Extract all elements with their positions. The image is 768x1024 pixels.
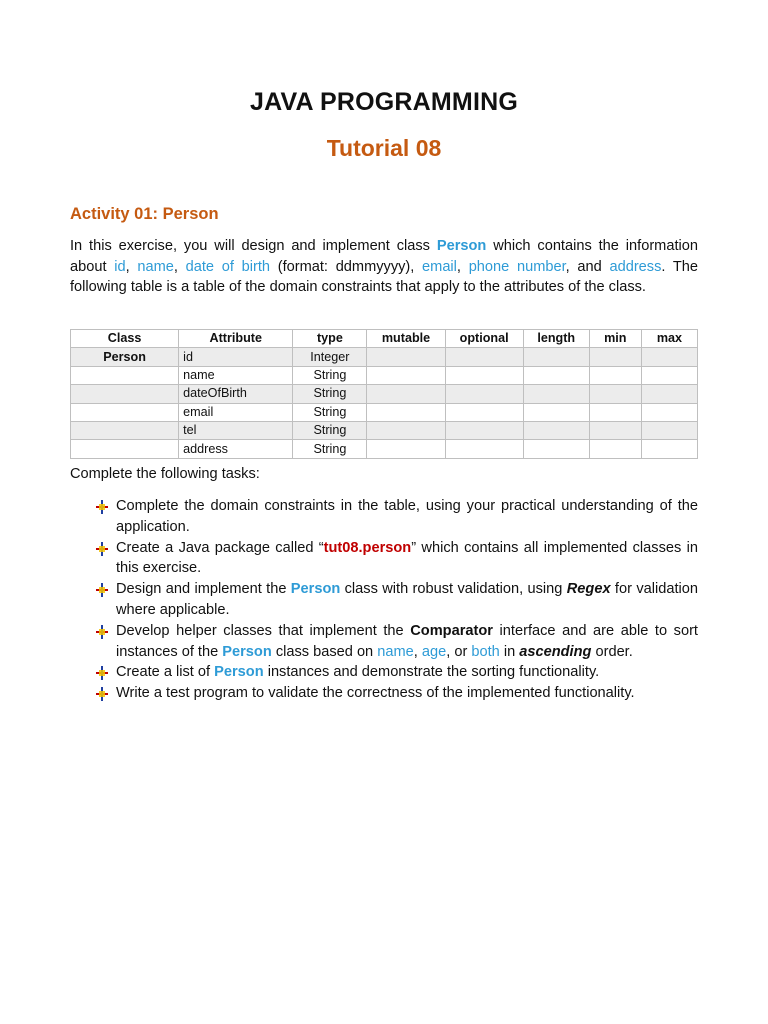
cell-max [641,403,697,421]
cell-class [71,366,179,384]
cell-attribute: tel [179,421,293,439]
separator: , [413,643,422,660]
cell-length [523,403,589,421]
table-row [71,348,698,366]
plus-star-bullet-icon [94,499,110,515]
cell-min [589,348,641,366]
intro-text: , and [565,258,610,275]
comparator-term: Comparator [410,622,493,639]
cell-type: Integer [293,348,367,366]
cell-min [589,421,641,439]
intro-text: which contains the information about [70,238,698,275]
intro-text: . The following table is a table of the domain constraints that apply to the attributes of the class. [70,258,699,296]
task-text: ” which contains all implemented classes in this exercise. [116,539,698,577]
cell-attribute: address [179,440,293,458]
cell-max [641,421,697,439]
activity-heading: Activity 01: Person [70,205,219,223]
header-optional: optional [445,330,523,348]
task-text: order. [591,643,633,660]
header-length: length [523,330,589,348]
cell-mutable [367,403,445,421]
cell-optional [445,403,523,421]
class-name-person: Person [436,238,487,254]
cell-length [523,385,589,403]
cell-max [641,348,697,366]
cell-class [71,440,179,458]
class-name-person: Person [290,581,341,598]
cell-mutable [367,440,445,458]
field-email: email [422,258,457,275]
intro-text: In this exercise, you will design and implement class [70,238,437,254]
cell-mutable [367,421,445,439]
cell-optional [445,385,523,403]
cell-optional [445,366,523,384]
plus-star-bullet-icon [94,686,110,702]
list-item [94,662,698,683]
task-text: instances and demonstrate the sorting functionality. [263,664,600,681]
ascending-term: ascending [519,643,592,660]
cell-type: String [293,385,367,403]
header-max: max [641,330,697,348]
cell-length [523,440,589,458]
class-name-person: Person [214,664,264,681]
list-item [94,621,698,663]
cell-min [589,366,641,384]
document-title: JAVA PROGRAMMING [249,88,519,116]
plus-star-bullet-icon [94,582,110,598]
regex-term: Regex [566,581,611,598]
plus-star-bullet-icon [94,541,110,557]
cell-attribute: email [179,403,293,421]
sort-key-name: name [377,643,414,660]
cell-min [589,403,641,421]
cell-type: String [293,421,367,439]
domain-constraints-table [70,329,698,459]
task-text: class with robust validation, using [340,581,567,598]
cell-type: String [293,440,367,458]
table-row [71,421,698,439]
plus-star-bullet-icon [94,624,110,640]
cell-optional [445,440,523,458]
task-text: interface and are able to sort instances of the [116,622,698,660]
cell-length [523,348,589,366]
field-name: name [137,258,174,275]
field-date-of-birth: date of birth [185,258,271,275]
field-id: id [114,258,126,275]
list-item [94,579,698,621]
cell-class [71,421,179,439]
field-address: address [609,258,662,275]
tasks-intro: Complete the following tasks: [70,466,260,482]
class-name-person: Person [222,643,272,660]
table-row [71,366,698,384]
cell-max [641,385,697,403]
plus-star-bullet-icon [94,665,110,681]
task-text: class based on [271,643,378,660]
cell-optional [445,348,523,366]
cell-optional [445,421,523,439]
sort-key-both: both [471,643,500,660]
cell-class: Person [71,348,179,366]
task-list [94,496,698,704]
header-min: min [589,330,641,348]
list-item [94,496,698,538]
task-text: in [499,643,520,660]
cell-max [641,440,697,458]
task-text: Write a test program to validate the correctness of the implemented functionality. [116,685,635,702]
task-text: Design and implement the [116,581,291,598]
field-phone-number: phone number [468,258,566,275]
cell-type: String [293,366,367,384]
sort-key-age: age [421,643,447,660]
separator: , [125,258,138,275]
activity-intro-paragraph [70,236,698,298]
header-attribute: Attribute [179,330,293,348]
table-row [71,403,698,421]
header-type: type [293,330,367,348]
cell-attribute: id [179,348,293,366]
separator: , [456,258,469,275]
separator: , or [446,643,472,660]
table-row [71,385,698,403]
task-text: Develop helper classes that implement the [116,622,411,639]
task-text: Create a Java package called “ [116,539,324,556]
list-item [94,538,698,580]
cell-class [71,403,179,421]
cell-min [589,385,641,403]
cell-attribute: dateOfBirth [179,385,293,403]
task-text: for validation where applicable. [116,581,698,618]
cell-attribute: name [179,366,293,384]
task-text: Create a list of [116,664,215,681]
header-mutable: mutable [367,330,445,348]
intro-text: (format: ddmmyyyy), [270,258,423,275]
table-row [71,440,698,458]
cell-mutable [367,385,445,403]
cell-length [523,421,589,439]
cell-max [641,366,697,384]
cell-length [523,366,589,384]
separator: , [173,258,186,275]
list-item [94,683,698,704]
cell-min [589,440,641,458]
cell-mutable [367,348,445,366]
tutorial-subtitle: Tutorial 08 [326,135,442,161]
table-header-row [71,330,698,348]
cell-type: String [293,403,367,421]
cell-class [71,385,179,403]
package-name: tut08.person [323,539,412,556]
task-text: Complete the domain constraints in the table, using your practical understanding of the application. [116,498,698,535]
cell-mutable [367,366,445,384]
header-class: Class [71,330,179,348]
